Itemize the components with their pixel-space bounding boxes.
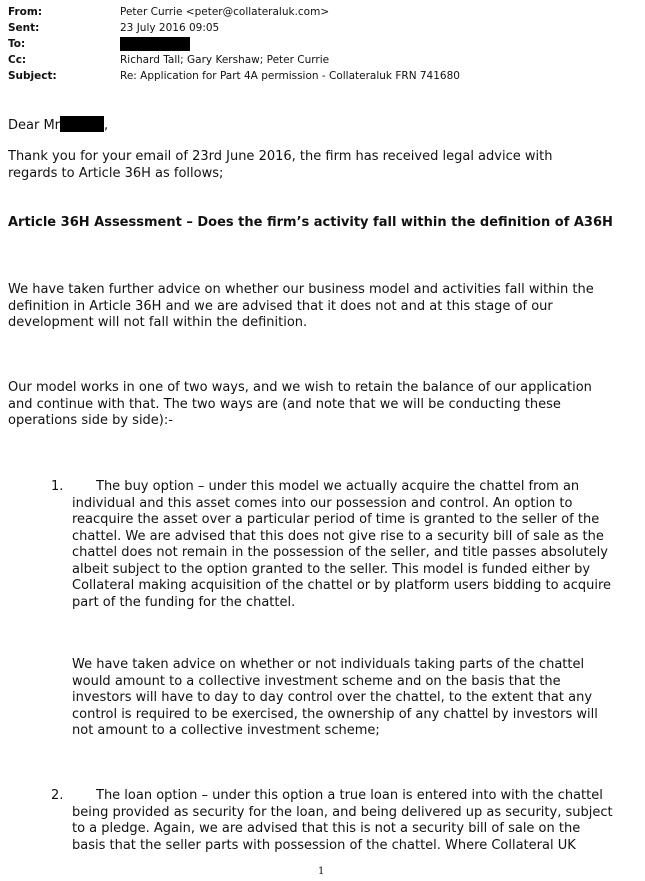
item-line: being provided as security for the loan, and being delivered up as security, subject [72, 804, 613, 820]
para-line: Our model works in one of two ways, and we wish to retain the balance of our application [8, 380, 592, 395]
section-heading: Article 36H Assessment – Does the firm’s activity fall within the definition of A36H [8, 215, 613, 230]
subject-value: Re: Application for Part 4A permission - Collateraluk FRN 741680 [120, 70, 460, 82]
cis-paragraph [72, 657, 598, 740]
from-row [8, 4, 460, 20]
salutation-comma: , [104, 118, 109, 133]
salutation-text: Dear Mr [8, 118, 61, 133]
item-line: The buy option – under this model we actually acquire the chattel from an [96, 479, 580, 494]
list-item-loan-option [72, 788, 613, 854]
item-line: chattel does not remain in the possession of the seller, and title passes absolutely [72, 545, 608, 560]
page-number: 1 [318, 866, 325, 877]
to-row [8, 36, 460, 52]
item-line: albeit subject to the option granted to the seller. This model is funded either by [72, 561, 591, 577]
list-item-buy-option [72, 479, 611, 611]
advice-paragraph [8, 282, 594, 332]
cc-value: Richard Tall; Gary Kershaw; Peter Currie [120, 54, 330, 66]
email-header [8, 4, 460, 84]
redacted-recipient [120, 37, 190, 51]
para-line: definition in Article 36H and we are advised that it does not and at this stage of our [8, 298, 553, 314]
cc-label: Cc: [8, 54, 27, 66]
from-label: From: [8, 6, 43, 18]
sent-value: 23 July 2016 09:05 [120, 22, 220, 34]
para-line: investors will have to day to day control over the chattel, to the extent that any [72, 690, 593, 705]
intro-line: regards to Article 36H as follows; [8, 165, 224, 181]
item-line: part of the funding for the chattel. [72, 594, 296, 610]
para-line: would amount to a collective investment scheme and on the basis that the [72, 673, 561, 689]
item-line: Collateral making acquisition of the chattel or by platform users bidding to acquire [72, 578, 612, 593]
list-number-1: 1. [51, 479, 64, 494]
item-line: to a pledge. Again, we are advised that this is not a security bill of sale on the [72, 821, 581, 836]
item-line: reacquire the asset over a particular period of time is granted to the seller of the [72, 512, 600, 527]
para-line: We have taken advice on whether or not individuals taking parts of the chattel [72, 657, 585, 672]
para-line: not amount to a collective investment scheme; [72, 723, 380, 738]
cc-row [8, 52, 460, 68]
sent-label: Sent: [8, 22, 40, 34]
subject-label: Subject: [8, 70, 57, 82]
subject-row [8, 68, 460, 84]
item-line: basis that the seller parts with possession of the chattel. Where Collateral UK [72, 837, 576, 853]
para-line: development will not fall within the definition. [8, 315, 308, 330]
para-line: operations side by side):- [8, 413, 173, 428]
to-label: To: [8, 38, 26, 50]
sent-row [8, 20, 460, 36]
redacted-name [60, 116, 104, 132]
para-line: We have taken further advice on whether our business model and activities fall within the [8, 282, 594, 297]
salutation [8, 116, 108, 135]
para-line: and continue with that. The two ways are (and note that we will be conducting these [8, 396, 561, 412]
list-number-2: 2. [51, 788, 64, 803]
item-line: individual and this asset comes into our possession and control. An option to [72, 495, 573, 511]
item-line: chattel. We are advised that this does not give rise to a security bill of sale as the [72, 528, 604, 544]
intro-paragraph [8, 149, 552, 182]
from-value: Peter Currie <peter@collateraluk.com> [120, 6, 330, 18]
model-paragraph [8, 380, 592, 430]
para-line: control is required to be exercised, the ownership of any chattel by investors will [72, 706, 598, 722]
item-line: The loan option – under this option a true loan is entered into with the chattel [96, 788, 603, 803]
intro-line: Thank you for your email of 23rd June 2016, the firm has received legal advice with [8, 149, 553, 164]
